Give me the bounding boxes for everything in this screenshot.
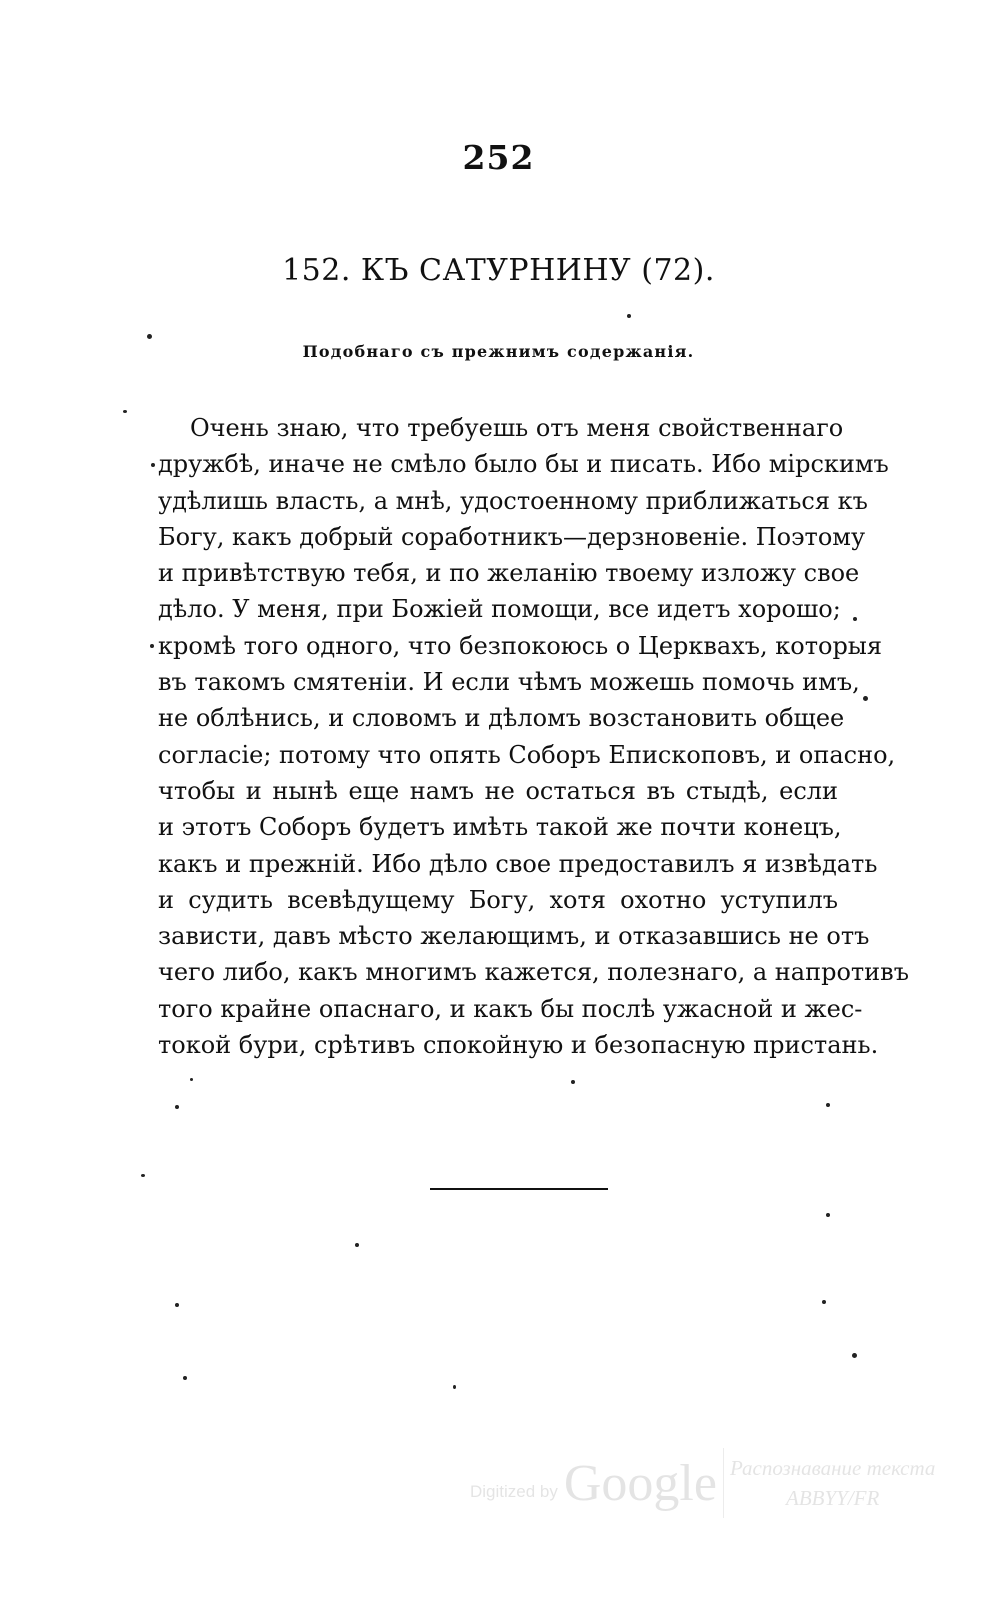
scan-speck bbox=[151, 463, 155, 467]
body-line: и судить всевѣдущему Богу, хотя охотно уступилъ bbox=[158, 885, 838, 914]
end-rule bbox=[430, 1188, 608, 1190]
body-line: зависти, давъ мѣсто желающимъ, и отказавшись не отъ bbox=[158, 922, 870, 951]
scan-speck bbox=[150, 644, 154, 648]
watermark-ocr-brand: ABBYY/FR bbox=[786, 1486, 880, 1510]
scan-speck bbox=[853, 617, 857, 621]
watermark-ocr-block bbox=[730, 1453, 935, 1513]
scan-speck bbox=[355, 1243, 359, 1247]
scan-speck bbox=[141, 1174, 145, 1177]
body-line: того крайне опаснаго, и какъ бы послѣ ужасной и жес- bbox=[158, 994, 863, 1023]
scan-speck bbox=[822, 1300, 826, 1304]
body-line: кромѣ того одного, что безпокоюсь о Церквахъ, которыя bbox=[158, 631, 883, 660]
watermark-digitized-label: Digitized by bbox=[470, 1482, 558, 1501]
scan-speck bbox=[453, 1385, 456, 1389]
scan-speck bbox=[175, 1105, 179, 1109]
watermark-google-logo: Google bbox=[563, 1454, 717, 1512]
scan-speck bbox=[852, 1353, 857, 1358]
page-number: 252 bbox=[462, 138, 535, 177]
watermark-ocr-label: Распознавание текста bbox=[729, 1456, 936, 1480]
watermark-divider bbox=[723, 1448, 724, 1518]
scan-speck bbox=[627, 314, 631, 318]
scan-speck bbox=[175, 1303, 179, 1307]
scan-speck bbox=[571, 1080, 575, 1084]
scan-speck bbox=[147, 334, 152, 339]
body-line: и привѣтствую тебя, и по желанію твоему изложу свое bbox=[158, 559, 860, 588]
body-line: въ такомъ смятеніи. И если чѣмъ можешь помочь имъ, bbox=[158, 668, 860, 697]
body-line: токой бури, срѣтивъ спокойную и безопасную пристань. bbox=[158, 1031, 879, 1060]
scan-speck bbox=[123, 410, 127, 413]
digitization-watermark bbox=[470, 1448, 935, 1518]
scan-speck bbox=[826, 1213, 830, 1217]
body-line: дѣло. У меня, при Божіей помощи, все идетъ хорошо; bbox=[158, 595, 841, 624]
body-line: Очень знаю, что требуешь отъ меня свойственнаго bbox=[190, 414, 844, 442]
body-line: чего либо, какъ многимъ кажется, полезнаго, а напротивъ bbox=[158, 958, 909, 987]
body-line: не облѣнись, и словомъ и дѣломъ возстановить общее bbox=[158, 704, 845, 733]
body-line: чтобы и нынѣ еще намъ не остаться въ стыдѣ, если bbox=[158, 776, 838, 805]
scan-speck bbox=[190, 1078, 193, 1081]
body-line: Богу, какъ добрый соработникъ—дерзновеніе. Поэтому bbox=[158, 522, 866, 551]
chapter-title: 152. КЪ САТУРНИНУ (72). bbox=[282, 253, 715, 288]
scan-speck bbox=[826, 1103, 830, 1107]
body-line: дружбѣ, иначе не смѣло было бы и писать. Ибо мірскимъ bbox=[158, 450, 889, 479]
body-line: удѣлишь власть, а мнѣ, удостоенному приближаться къ bbox=[158, 486, 868, 515]
body-line: какъ и прежній. Ибо дѣло свое предоставилъ я извѣдать bbox=[158, 849, 878, 878]
body-line: и этотъ Соборъ будетъ имѣть такой же почти конецъ, bbox=[158, 813, 842, 842]
scan-speck bbox=[863, 696, 868, 701]
body-line: согласіе; потому что опять Соборъ Епископовъ, и опасно, bbox=[158, 740, 896, 769]
body-text bbox=[158, 410, 909, 1063]
scan-speck bbox=[183, 1376, 187, 1380]
chapter-subtitle: Подобнаго съ прежнимъ содержанія. bbox=[302, 342, 695, 361]
